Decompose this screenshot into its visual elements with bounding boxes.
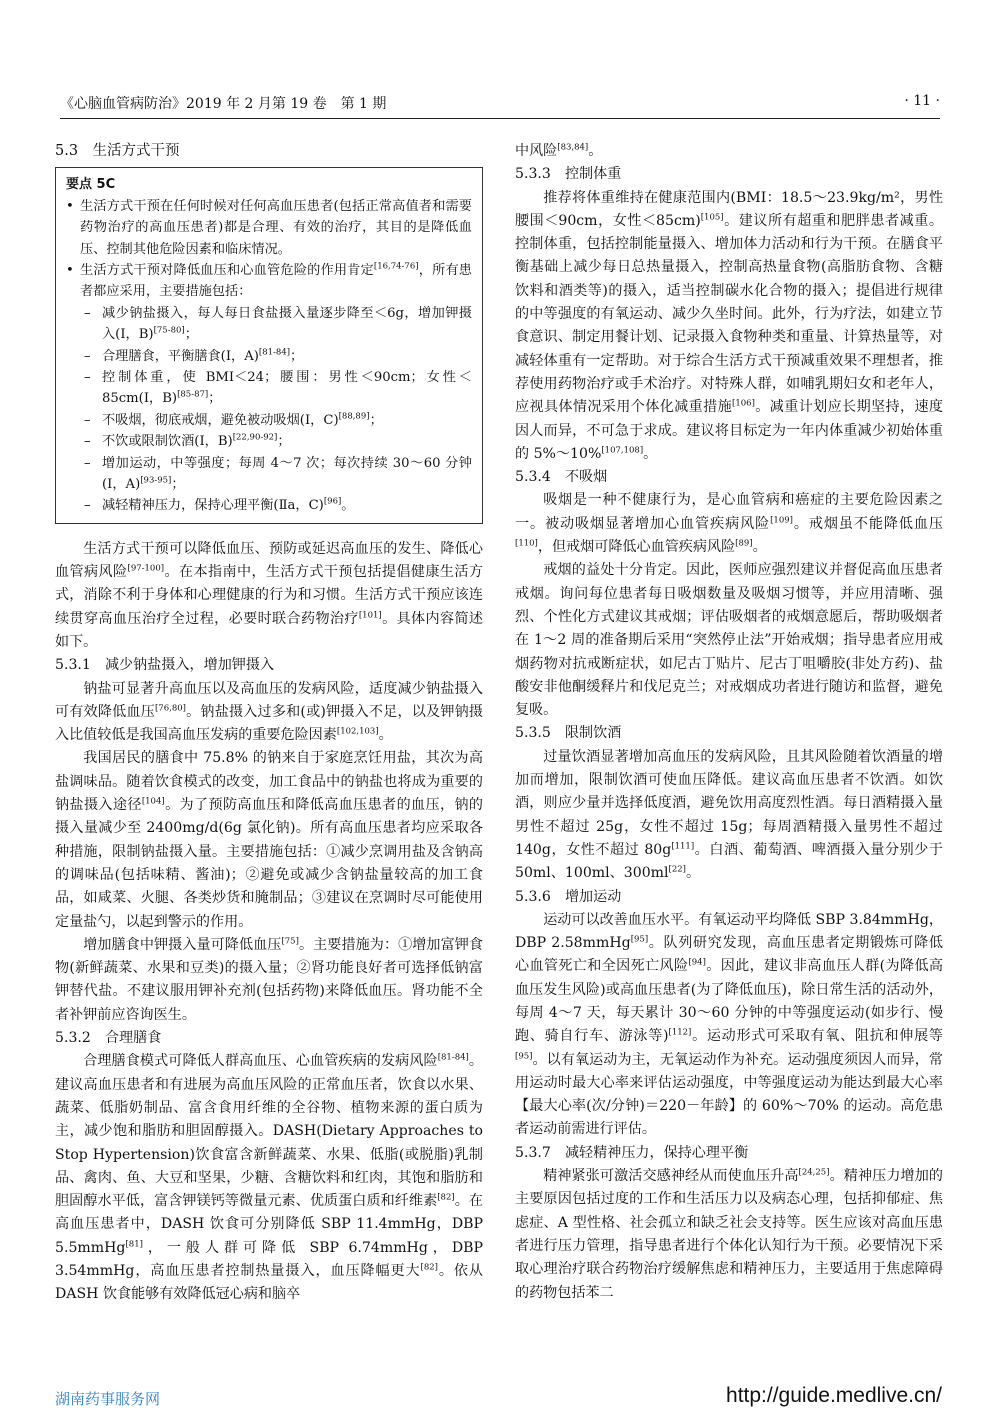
subsection-title: 5.3.5 限制饮酒 — [515, 725, 622, 742]
subsection-title: 5.3.3 控制体重 — [515, 166, 622, 183]
paragraph: 过量饮酒显著增加高血压的发病风险，且其风险随着饮酒量的增加而增加，限制饮酒可使血压降低。建议高血压患者不饮酒。如饮酒，则应少量并选择低度酒，避免饮用高度烈性酒。每日酒精摄入量男性不超过 25g，女性不超过 15g；每周酒精摄入量男性不超过 140g，女性不超过 80g[111]。白酒、葡萄酒、啤酒摄入量分别少于 50ml、100ml、300ml[22]。 — [515, 748, 943, 882]
paragraph: 我国居民的膳食中 75.8% 的钠来自于家庭烹饪用盐，其次为高盐调味品。随着饮食模式的改变，加工食品中的钠盐也将成为重要的钠盐摄入途径[104]。为了预防高血压和降低高血压患者的血压，钠的摄入量减少至 2400mg/d(6g 氯化钠)。所有高血压患者均应采取各种措施，限制钠盐摄入量。主要措施包括：①减少烹调用盐及含钠高的调味品(包括味精、酱油)；②避免或减少含钠盐量较高的加工食品，如咸菜、火腿、各类炒货和腌制品；③建议在烹调时尽可能使用定量盐勺，以起到警示的作用。 — [55, 750, 484, 930]
left-column — [55, 140, 483, 1307]
paragraph: 精神紧张可激活交感神经从而使血压升高[24,25]。精神压力增加的主要原因包括过度的工作和生活压力以及病态心理，包括抑郁症、焦虑症、A 型性格、社会孤立和缺乏社会支持等。医生应该对高血压患者进行压力管理，指导患者进行个体化认知行为干预。必要情况下采取心理治疗联合药物治疗缓解焦虑和精神压力，主要适用于焦虑障碍的药物包括苯二 — [515, 1167, 944, 1301]
paragraph: 推荐将体重维持在健康范围内(BMI：18.5～23.9kg/m²，男性腰围＜90cm，女性＜85cm)[105]。建议所有超重和肥胖患者减重。控制体重，包括控制能量摄入、增加体力活动和行为干预。在膳食平衡基础上减少每日总热量摄入，控制高热量食物(高脂肪食物、含糖饮料和酒类等)的摄入，适当控制碳水化合物的摄入；提倡进行规律的中等强度的有氧运动、减少久坐时间。此外，行为疗法，如建立节食意识、制定用餐计划、记录摄入食物种类和重量、计算热量等，对减轻体重有一定帮助。对于综合生活方式干预减重效果不理想者，推荐使用药物治疗或手术治疗。对特殊人群，如哺乳期妇女和老年人，应视具体情况采用个体化减重措施[106]。减重计划应长期坚持，速度因人而异，不可急于求成。建议将目标定为一年内体重减少初始体重的 5%～10%[107,108]。 — [515, 189, 944, 462]
paragraph: 运动可以改善血压水平。有氧运动平均降低 SBP 3.84mmHg，DBP 2.58mmHg[95]。队列研究发现，高血压患者定期锻炼可降低心血管死亡和全因死亡风险[94]。因此，建议非高血压人群(为降低高血压发生风险)或高血压患者(为了降低血压)，除日常生活的活动外，每周 4～7 天，每天累计 30～60 分钟的中等强度运动(如步行、慢跑、骑自行车、游泳等)[112]。运动形式可采取有氧、阻抗和伸展等[95]。以有氧运动为主，无氧运动作为补充。运动强度须因人而异，常用运动时最大心率来评估运动强度，中等强度运动为能达到最大心率【最大心率(次/分钟)＝220－年龄】的 60%～70% 的运动。高危患者运动前需进行评估。 — [515, 911, 944, 1138]
subsection-title: 5.3.2 合理膳食 — [55, 1030, 162, 1047]
measure-item: – 控制体重，使 BMI＜24；腰围：男性＜90cm；女性＜85cm(Ⅰ，B)[85-87]； — [66, 367, 472, 410]
header-rule — [60, 118, 940, 119]
section-title: 5.3 生活方式干预 — [55, 143, 180, 159]
subsection-title: 5.3.4 不吸烟 — [515, 469, 608, 486]
measure-item: – 减轻精神压力，保持心理平衡(Ⅱa，C)[96]。 — [66, 495, 472, 516]
measure-item: – 不饮或限制饮酒(Ⅰ，B)[22,90-92]； — [66, 431, 472, 452]
subsection-title: 5.3.6 增加运动 — [515, 888, 622, 905]
page-number: · 11 · — [904, 93, 940, 109]
paragraph: 增加膳食中钾摄入量可降低血压[75]。主要措施为：①增加富钾食物(新鲜蔬菜、水果和豆类)的摄入量；②肾功能良好者可选择低钠富钾替代盐。不建议服用钾补充剂(包括药物)来降低血压。肾功能不全者补钾前应咨询医生。 — [55, 936, 484, 1023]
paragraph: 戒烟的益处十分肯定。因此，医师应强烈建议并督促高血压患者戒烟。询问每位患者每日吸烟数量及吸烟习惯等，并应用清晰、强烈、个性化方式建议其戒烟；评估吸烟者的戒烟意愿后，帮助吸烟者在 1～2 周的准备期后采用“突然停止法”开始戒烟；指导患者应用戒烟药物对抗戒断症状，如尼古丁贴片、尼古丁咀嚼胶(非处方药)、盐酸安非他酮缓释片和伐尼克兰；对戒烟成功者进行随访和监督，避免复吸。 — [515, 562, 943, 719]
subsection-title: 5.3.1 减少钠盐摄入，增加钾摄入 — [55, 657, 275, 674]
key-points-title: 要点 5C — [66, 177, 116, 193]
paragraph: 吸烟是一种不健康行为，是心血管病和癌症的主要危险因素之一。被动吸烟显著增加心血管疾病风险[109]。戒烟虽不能降低血压[110]，但戒烟可降低心血管疾病风险[89]。 — [515, 492, 944, 556]
measure-item: – 增加运动，中等强度；每周 4～7 次；每次持续 30～60 分钟(Ⅰ，A)[93-95]； — [66, 453, 472, 496]
measure-item: – 合理膳食，平衡膳食(Ⅰ，A)[81-84]； — [66, 346, 472, 367]
key-point-item: • 生活方式干预对降低血压和心血管危险的作用肯定[16,74-76]，所有患者都应采用，主要措施包括： — [66, 260, 472, 303]
journal-title: 《心脑血管病防治》2019 年 2 月第 19 卷 第 1 期 — [60, 96, 387, 112]
running-header — [60, 93, 940, 115]
paragraph: 合理膳食模式可降低人群高血压、心血管疾病的发病风险[81-84]。建议高血压患者和有进展为高血压风险的正常血压者，饮食以水果、蔬菜、低脂奶制品、富含食用纤维的全谷物、植物来源的蛋白质为主，减少饱和脂肪和胆固醇摄入。DASH(Dietary Approaches to Stop Hypertension)饮食富含新鲜蔬菜、水果、低脂(或脱脂)乳制品、禽肉、鱼、大豆和坚果，少糖、含糖饮料和红肉，其饱和脂肪和胆固醇水平低，富含钾镁钙等微量元素、优质蛋白质和纤维素[82]。在高血压患者中，DASH 饮食可分别降低 SBP 11.4mmHg，DBP 5.5mmHg[81]，一般人群可降低 SBP 6.74mmHg，DBP 3.54mmHg，高血压患者控制热量摄入，血压降幅更大[82]。依从 DASH 饮食能够有效降低冠心病和脑卒 — [55, 1052, 484, 1303]
measure-item: – 不吸烟，彻底戒烟，避免被动吸烟(Ⅰ，C)[88,89]； — [66, 410, 472, 431]
measure-item: – 减少钠盐摄入，每人每日食盐摄入量逐步降至＜6g，增加钾摄入(Ⅰ，B)[75-80]； — [66, 303, 472, 346]
watermark-url: http://guide.medlive.cn/ — [726, 1384, 942, 1407]
watermark-site-name: 湖南药事服务网 — [55, 1390, 161, 1408]
key-points-box — [55, 167, 483, 524]
subsection-title: 5.3.7 减轻精神压力，保持心理平衡 — [515, 1144, 749, 1161]
paragraph: 生活方式干预可以降低血压、预防或延迟高血压的发生、降低心血管病风险[97-100]。在本指南中，生活方式干预包括提倡健康生活方式，消除不利于身体和心理健康的行为和习惯。生活方式干预应该连续贯穿高血压治疗全过程，必要时联合药物治疗[101]。具体内容简述如下。 — [55, 540, 484, 650]
right-column — [515, 140, 943, 1305]
paragraph: 钠盐可显著升高血压以及高血压的发病风险，适度减少钠盐摄入可有效降低血压[76,80]。钠盐摄入过多和(或)钾摄入不足，以及钾钠摄入比值较低是我国高血压发病的重要危险因素[102,103]。 — [55, 680, 483, 744]
key-point-item: • 生活方式干预在任何时候对任何高血压患者(包括正常高值者和需要药物治疗的高血压患者)都是合理、有效的治疗，其目的是降低血压、控制其他危险因素和临床情况。 — [66, 196, 472, 260]
paragraph: 中风险[83,84]。 — [515, 142, 603, 159]
